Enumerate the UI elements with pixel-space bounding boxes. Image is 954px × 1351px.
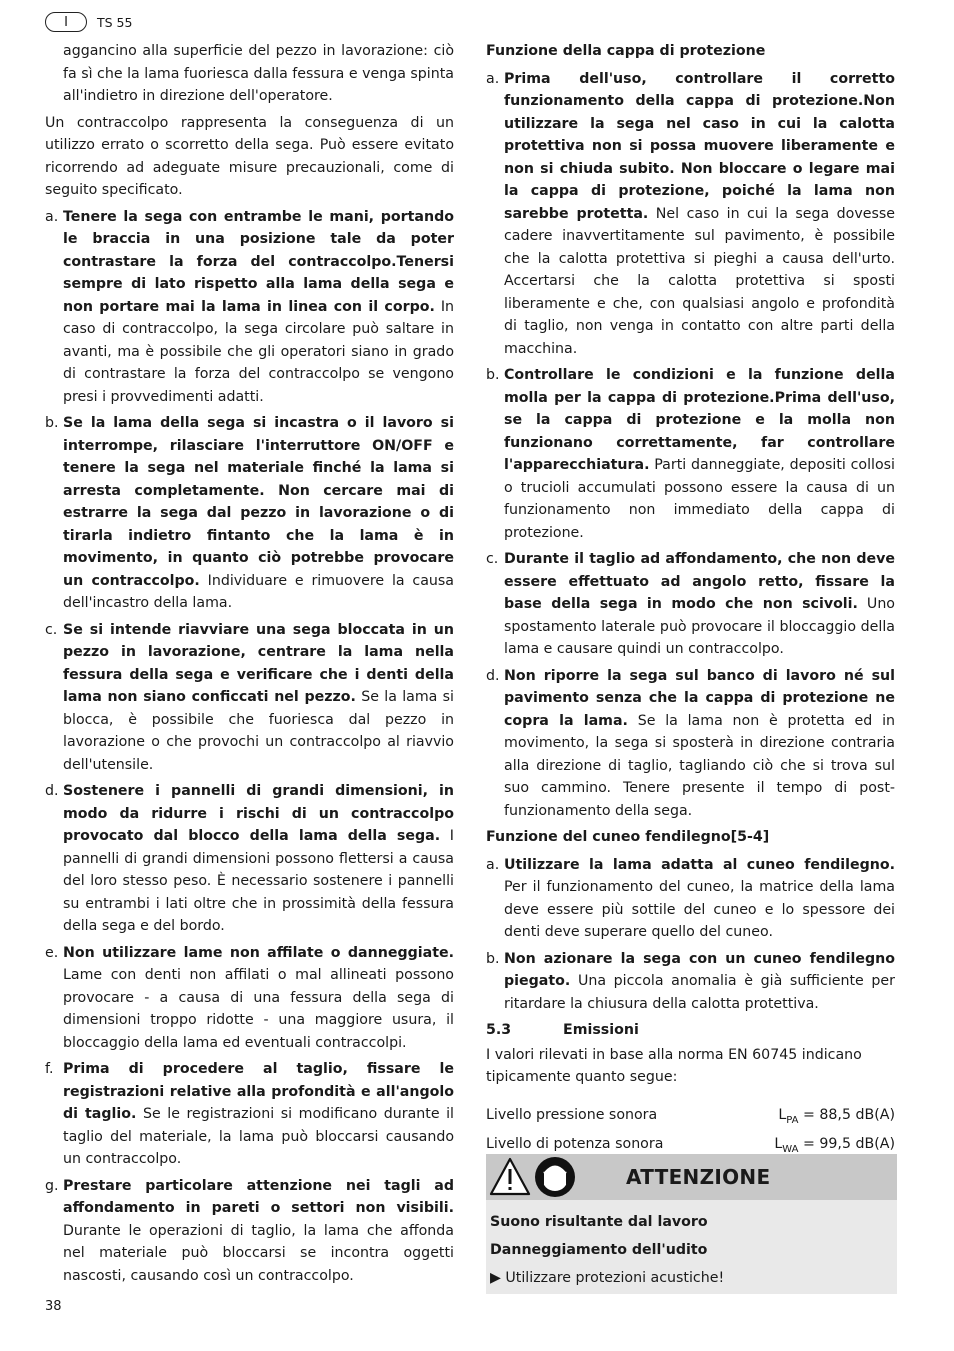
emission-label: Livello pressione sonora [486, 1106, 658, 1123]
item-text [63, 1058, 454, 1171]
item-text [63, 206, 454, 409]
item-normal-text: Uno spostamento laterale può provocare il bloccaggio della lama e causare quindi un contraccolpo. [504, 596, 895, 657]
item-bold-text: Durante il taglio ad affondamento, che non deve essere effettuato ad angolo retto, fissare la base della sega in modo che non scivoli. [504, 551, 895, 612]
item-bold-text: Sostenere i pannelli di grandi dimensioni, in modo da ridurre i rischi di un contraccolpo provocato dal blocco della lama della sega. [63, 783, 454, 844]
list-item [486, 68, 895, 361]
item-letter: c. [486, 551, 499, 567]
model-label: TS 55 [97, 14, 133, 30]
item-text [504, 364, 895, 544]
warning-box [486, 1154, 897, 1294]
emissions-heading [486, 1019, 895, 1042]
item-bold-text: Utilizzare la lama adatta al cuneo fendilegno. [504, 856, 895, 873]
list-item [45, 1058, 454, 1171]
emission-symbol: L [774, 1135, 783, 1152]
emissions-intro: I valori rilevati in base alla norma EN 60745 indicano tipicamente quanto segue: [486, 1046, 862, 1085]
item-text [63, 1175, 454, 1288]
item-bold-text: Non riporre la sega sul banco di lavoro né sul pavimento senza che la cappa di protezione ne copra la lama. [504, 667, 895, 729]
list-item [45, 412, 454, 615]
item-letter: a. [45, 208, 59, 225]
item-text [504, 548, 895, 661]
item-bold-text: Prima di procedere al taglio, fissare le registrazioni relative alla profondità e all'angolo di taglio. [63, 1061, 454, 1122]
item-letter: a. [486, 70, 500, 87]
list-item [486, 854, 895, 944]
item-normal-text: Individuare e rimuovere la causa dell'incastro della lama. [63, 572, 454, 611]
item-text [63, 412, 454, 615]
warning-bar [486, 1154, 897, 1200]
warning-consequence: Danneggiamento dell'udito [490, 1242, 708, 1258]
item-normal-text: Se la lama non è protetta ed in movimento, la sega si sposterà in direzione contraria alla direzione di taglio, tagliando ciò che si trova sul suo cammino. Tenere presente il tempo di post-funzionamento della sega. [504, 712, 895, 819]
item-bold-text: Se si intende riavviare una sega bloccata in un pezzo in lavorazione, centrare la lama nella fessura della sega e verificare che i denti della lama non siano conficcati nel pezzo. [63, 621, 454, 705]
item-letter: a. [486, 856, 500, 873]
wedge-heading: Funzione del cuneo fendilegno[5-4] [486, 829, 770, 845]
emission-amount: = 88,5 dB(A) [798, 1106, 895, 1123]
list-item [45, 619, 454, 777]
item-text [504, 854, 895, 944]
warning-triangle-icon [491, 1159, 529, 1194]
guard-list [486, 68, 895, 823]
warning-icons [486, 1155, 576, 1199]
item-letter: f. [45, 1061, 54, 1077]
item-normal-text: Parti danneggiate, depositi collosi o trucioli accumulati possono essere la causa di un funzionamento non immediato della cappa di protezione. [504, 457, 895, 541]
ear-protection-icon [535, 1157, 575, 1197]
emission-amount: = 99,5 dB(A) [798, 1135, 895, 1152]
item-text [63, 942, 454, 1055]
page-header [45, 11, 132, 33]
item-normal-text: Nel caso in cui la sega dovesse cadere inavvertitamente sul pavimento, è possibile che la calotta protettiva si pieghi a causa dell'urto. Accertarsi che la calotta protettiva si sposti liberamente e che, con qualsiasi angolo e profondità di taglio, non venga in contatto con altre parti della macchina. [504, 205, 896, 357]
language-badge: I [45, 12, 87, 32]
section-number: 5.3 [486, 1022, 512, 1038]
item-letter: e. [45, 944, 59, 961]
list-item [486, 665, 895, 823]
item-normal-text: Una piccola anomalia è già sufficiente per ritardare la chiusura della calotta protettiva. [504, 973, 895, 1012]
kickback-paragraph: Un contraccolpo rappresenta la conseguenza di un utilizzo errato o scorretto della sega. Può essere evitato ricorrendo ad adeguate misure precauzionali, come di seguito specificato. [45, 114, 454, 198]
right-column [486, 40, 895, 1188]
item-normal-text: Per il funzionamento del cuneo, la matrice della lama deve essere più sottile del cuneo e lo spessore dei denti deve superare quello del cuneo. [504, 879, 895, 940]
item-letter: d. [45, 783, 59, 799]
warning-action: ▶ Utilizzare protezioni acustiche! [490, 1270, 725, 1286]
item-normal-text: Lame con denti non affilati o mal allineati possono provocare - a causa di una fessura della sega di dimensioni troppo ridotte - una maggiore usura, il bloccaggio della lama ed eventuali contraccolpi. [63, 967, 454, 1051]
emission-subscript: PA [786, 1114, 799, 1126]
item-bold-text: Prima dell'uso, controllare il corretto funzionamento della cappa di protezione.Non utilizzare la sega nel caso in cui la calotta protettiva non si possa muovere liberamente e non si chiuda subito. Non bloccare o legare mai la cappa di protezione, poiché la lama non sarebbe protetta. [504, 70, 895, 222]
item-normal-text: In caso di contraccolpo, la sega circolare può saltare in avanti, ma è possibile che gli operatori siano in grado di contrastare la forza del contraccolpo se vengono presi i provvedimenti adatti. [63, 298, 454, 405]
item-bold-text: Se la lama della sega si incastra o il lavoro si interrompe, rilasciare l'interruttore ON/OFF e tenere la sega nel materiale finché la lama si arresta completamente. Non cercare mai di estrarre la sega dal pezzo in lavorazione o di tirarla indietro fintanto che la lama è in movimento, in quanto ciò potrebbe provocare un contraccolpo. [63, 415, 454, 589]
item-letter: b. [45, 415, 59, 431]
wedge-list [486, 854, 895, 1016]
section-title: Emissioni [563, 1022, 639, 1038]
item-text [504, 948, 895, 1016]
item-bold-text: Tenere la sega con entrambe le mani, portando le braccia in una posizione tale da poter contrastare la forza del contraccolpo.Tenersi sempre di lato rispetto alla lama della sega e non portare mai la lama in linea con il corpo. [63, 208, 454, 315]
list-item [45, 206, 454, 409]
item-bold-text: Controllare le condizioni e la funzione della molla per la cappa di protezione.Prima dell'uso, se la cappa di protezione e la molla non funzionano correttamente, far controllare l'apparecchiatura. [504, 367, 895, 473]
emission-row [486, 1101, 895, 1130]
left-column [45, 40, 454, 1291]
item-letter: g. [45, 1177, 59, 1194]
item-normal-text: Durante le operazioni di taglio, la lama che affonda nel materiale può bloccarsi se incontra oggetti nascosti, causando così un contraccolpo. [63, 1222, 454, 1284]
item-normal-text: I pannelli di grandi dimensioni possono flettersi a causa del loro stesso peso. È necessario sostenere i pannelli su entrambi i lati oltre che in prossimità della fessura della sega e del bordo. [63, 828, 454, 934]
item-text [63, 619, 454, 777]
item-normal-text: Se la lama si blocca, è possibile che fuoriesca dal pezzo in lavorazione o che provochi un contraccolpo al riavvio dell'utensile. [63, 689, 454, 773]
emission-symbol: L [778, 1106, 787, 1123]
list-item [486, 948, 895, 1016]
list-item [45, 942, 454, 1055]
warning-body [486, 1200, 897, 1292]
warning-title: ATTENZIONE [626, 1165, 771, 1189]
list-item [486, 548, 895, 661]
item-text [63, 780, 454, 938]
kickback-list [45, 206, 454, 1288]
page-number: 38 [45, 1299, 62, 1314]
list-item [486, 364, 895, 544]
item-bold-text: Non utilizzare lame non affilate o danneggiate. [63, 944, 454, 961]
warning-hazard: Suono risultante dal lavoro [490, 1214, 708, 1230]
guard-heading: Funzione della cappa di protezione [486, 43, 766, 59]
item-letter: c. [45, 621, 58, 638]
item-letter: d. [486, 667, 500, 684]
item-bold-text: Prestare particolare attenzione nei tagli ad affondamento in pareti o settori non visibili. [63, 1177, 454, 1216]
intro-continuation: aggancino alla superficie del pezzo in lavorazione: ciò fa sì che la lama fuoriesca dalla fessura e venga spinta all'indietro in direzione dell'operatore. [63, 43, 454, 104]
item-letter: b. [486, 950, 500, 967]
list-item [45, 780, 454, 938]
emission-subscript: WA [782, 1143, 799, 1155]
item-letter: b. [486, 367, 500, 383]
emission-value [778, 1101, 895, 1130]
item-text [504, 68, 895, 361]
item-normal-text: Se le registrazioni si modificano durante il taglio del materiale, la lama può bloccarsi causando un contraccolpo. [63, 1106, 454, 1167]
item-text [504, 665, 895, 823]
emission-label: Livello di potenza sonora [486, 1135, 664, 1152]
list-item [45, 1175, 454, 1288]
item-bold-text: Non azionare la sega con un cuneo fendilegno piegato. [504, 950, 895, 989]
